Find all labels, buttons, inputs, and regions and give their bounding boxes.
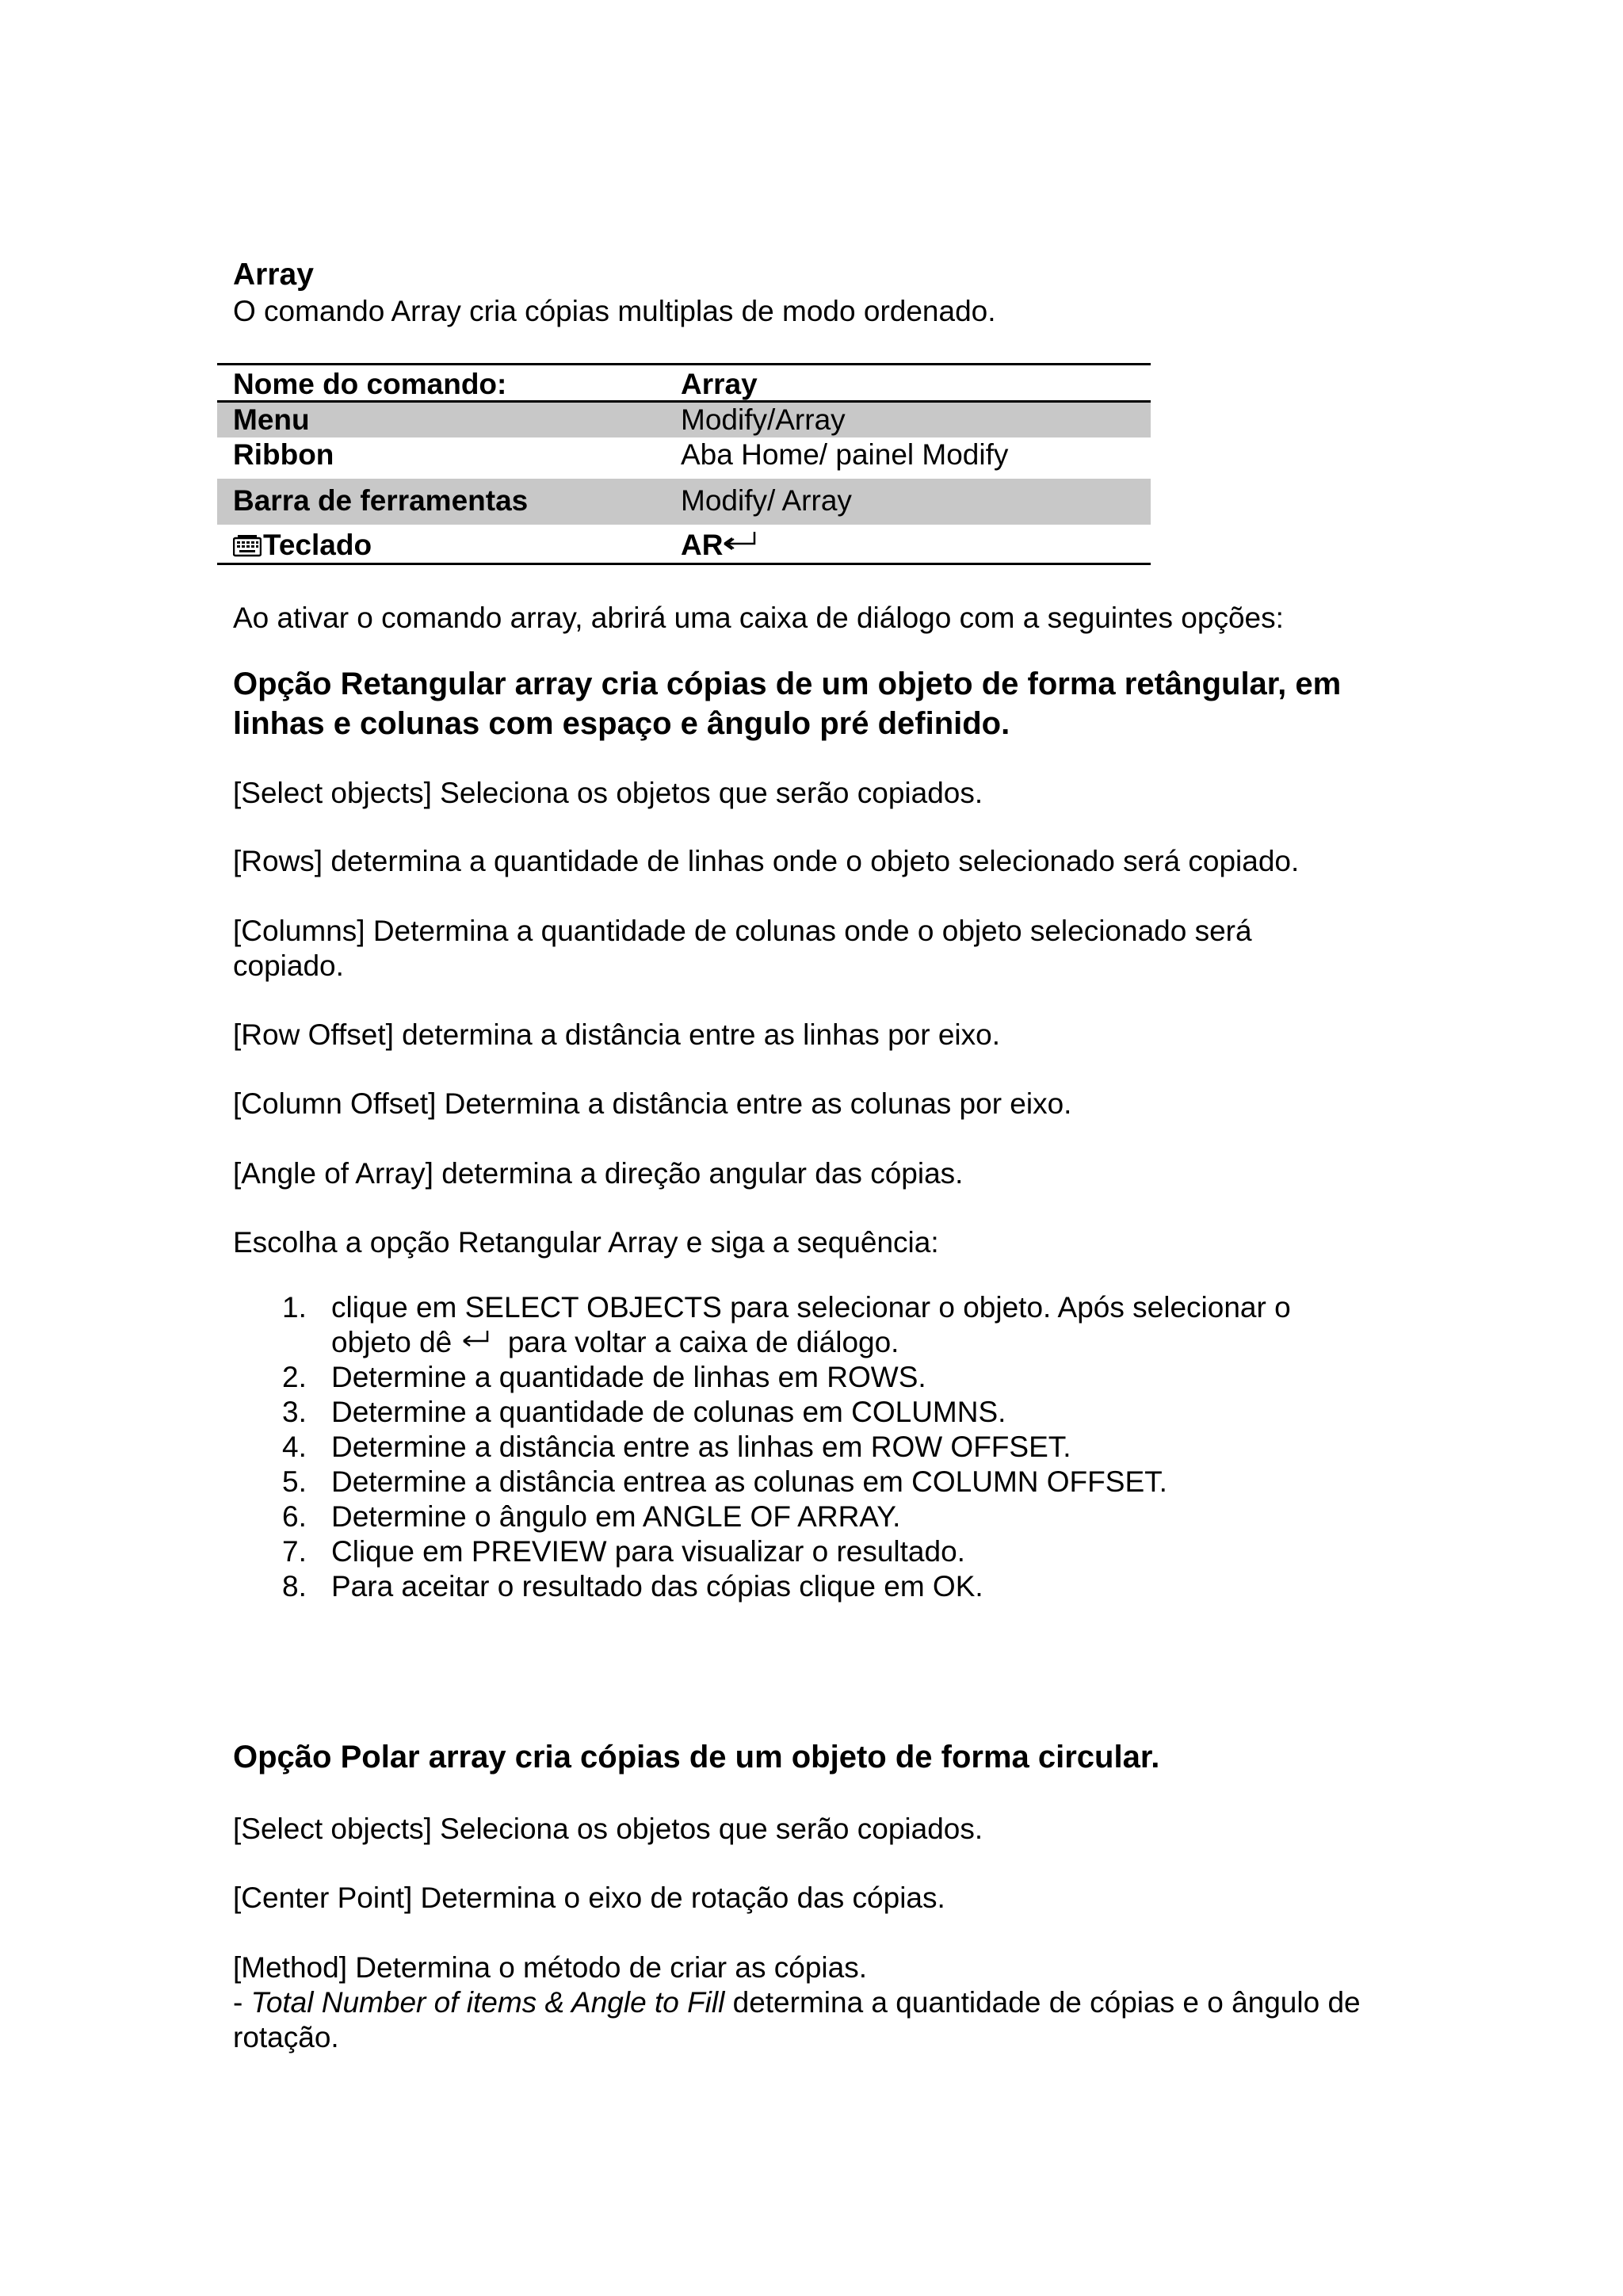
list-item: [233, 1534, 1422, 1569]
list-item-number: 5.: [282, 1465, 307, 1498]
list-item-text: Determine o ângulo em ANGLE OF ARRAY.: [331, 1500, 901, 1533]
table-header-label: Nome do comando:: [233, 368, 507, 400]
polar-select-objects: [Select objects] Seleciona os objetos que serão copiados.: [233, 1813, 983, 1845]
table-row-value: Modify/ Array: [681, 484, 852, 517]
list-item: [233, 1569, 1422, 1604]
list-item: [233, 1499, 1422, 1534]
keyboard-label: Teclado: [263, 529, 372, 561]
list-item-text: Clique em PREVIEW para visualizar o resultado.: [331, 1535, 965, 1568]
table-row-value: [681, 528, 758, 563]
table-row-menu: [217, 403, 1151, 437]
command-table: [217, 363, 1151, 566]
step1-text-b: para voltar a caixa de diálogo.: [507, 1326, 899, 1358]
list-item: [233, 1430, 1422, 1465]
keyboard-shortcut: AR: [681, 529, 724, 561]
page-title: Array: [233, 258, 314, 292]
list-item-text-continued: [331, 1325, 899, 1360]
list-item: [233, 1360, 1422, 1395]
list-item-number: 2.: [282, 1361, 307, 1393]
list-item-number: 7.: [282, 1535, 307, 1568]
rect-heading-line1: Opção Retangular array cria cópias de um objeto de forma retângular, em: [233, 667, 1342, 701]
method-detail-italic: Total Number of items & Angle to Fill: [250, 1986, 725, 2019]
rect-select-objects: [Select objects] Seleciona os objetos que serão copiados.: [233, 777, 983, 809]
table-row-value: Aba Home/ painel Modify: [681, 438, 1009, 471]
polar-center-point: [Center Point] Determina o eixo de rotação das cópias.: [233, 1881, 945, 1914]
list-item-text: Para aceitar o resultado das cópias clique em OK.: [331, 1570, 983, 1603]
dialog-intro-text: Ao ativar o comando array, abrirá uma caixa de diálogo com a seguintes opções:: [233, 602, 1284, 634]
keyboard-icon: [233, 535, 262, 557]
list-item-number: 1.: [282, 1291, 307, 1324]
method-detail-rest: determina a quantidade de cópias e o ângulo de: [724, 1986, 1361, 2019]
table-bottom-rule: [217, 563, 1151, 565]
rect-column-offset: [Column Offset] Determina a distância entre as colunas por eixo.: [233, 1087, 1072, 1120]
rect-rows: [Rows] determina a quantidade de linhas onde o objeto selecionado será copiado.: [233, 845, 1300, 877]
table-row-label: Barra de ferramentas: [233, 484, 529, 517]
list-item: [233, 1465, 1422, 1499]
list-item-text: Determine a quantidade de colunas em COLUMNS.: [331, 1396, 1006, 1428]
table-row-label: Ribbon: [233, 438, 334, 471]
list-item-number: 6.: [282, 1500, 307, 1533]
rect-heading-line2: linhas e colunas com espaço e ângulo pré definido.: [233, 706, 1010, 741]
table-row-keyboard: [217, 525, 1151, 563]
list-item: [233, 1290, 1422, 1360]
polar-method-detail: [233, 1985, 1361, 2020]
table-header-value: Array: [681, 368, 758, 400]
intro-text: O comando Array cria cópias multiplas de modo ordenado.: [233, 295, 996, 327]
method-detail-prefix: -: [233, 1986, 251, 2019]
steps-list: [233, 1290, 1422, 1604]
table-row-toolbar: [217, 479, 1151, 525]
rect-angle: [Angle of Array] determina a direção angular das cópias.: [233, 1157, 964, 1190]
list-item-text: Determine a distância entrea as colunas em COLUMN OFFSET.: [331, 1465, 1167, 1498]
polar-heading: Opção Polar array cria cópias de um objeto de forma circular.: [233, 1740, 1160, 1775]
polar-method-detail-line2: rotação.: [233, 2021, 339, 2053]
rect-columns-line1: [Columns] Determina a quantidade de colunas onde o objeto selecionado será: [233, 915, 1252, 947]
list-item: [233, 1395, 1422, 1430]
step1-text-a: objeto dê: [331, 1326, 453, 1358]
polar-method: [Method] Determina o método de criar as cópias.: [233, 1951, 867, 1984]
table-row-label: Menu: [233, 403, 310, 436]
enter-key-icon: [723, 529, 758, 553]
enter-key-icon: [460, 1327, 495, 1350]
list-item-number: 3.: [282, 1396, 307, 1428]
list-item-number: 8.: [282, 1570, 307, 1603]
rect-columns-line2: copiado.: [233, 949, 344, 982]
rect-row-offset: [Row Offset] determina a distância entre as linhas por eixo.: [233, 1018, 1000, 1051]
list-item-text: Determine a distância entre as linhas em ROW OFFSET.: [331, 1431, 1071, 1463]
list-item-text: clique em SELECT OBJECTS para selecionar o objeto. Após selecionar o: [331, 1291, 1291, 1324]
rect-choose: Escolha a opção Retangular Array e siga a sequência:: [233, 1226, 939, 1259]
table-row-value: Modify/Array: [681, 403, 846, 436]
list-item-text: Determine a quantidade de linhas em ROWS.: [331, 1361, 926, 1393]
list-item-number: 4.: [282, 1431, 307, 1463]
table-header-row: [217, 365, 1151, 400]
table-row-ribbon: [217, 437, 1151, 479]
table-row-label: [233, 528, 372, 563]
